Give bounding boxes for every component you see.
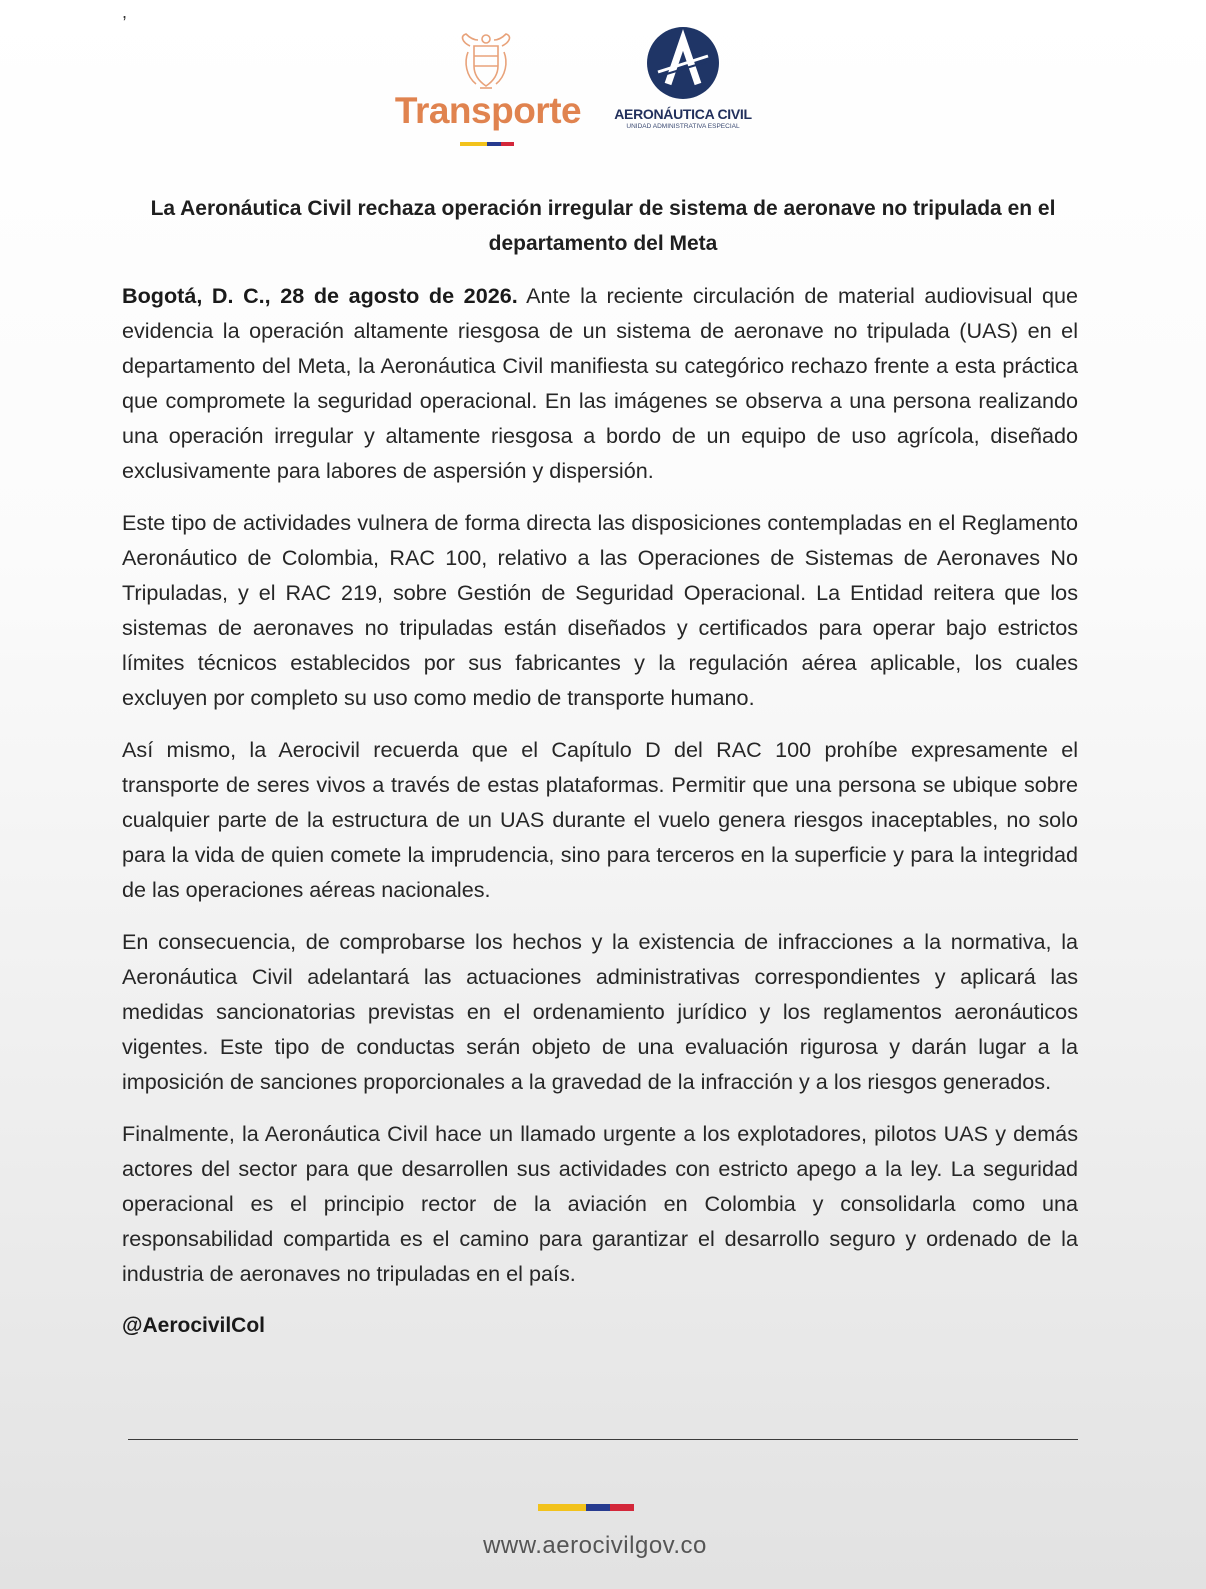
press-release-title: La Aeronáutica Civil rechaza operación irregular de sistema de aeronave no tripulada en el departamento del Meta [150,197,1056,255]
aerocivil-wordmark: AERONÁUTICA CIVIL [614,106,752,122]
footer-divider [128,1439,1078,1440]
social-handle: @AerocivilCol [122,1314,266,1337]
press-release-body [122,278,1078,1343]
paragraph-1-text: Ante la reciente circulación de material audiovisual que evidencia la operación altamente riesgosa de un sistema de aeronave no tripulada (UAS) en el departamento del Meta, la Aeronáutica Civil manifiesta su categórico rechazo frente a esta práctica que compromete la seguridad operacional. En las imágenes se observa a una persona realizando una operación irregular y altamente riesgosa a bordo de un equipo de uso agrícola, diseñado exclusivamente para labores de aspersión y dispersión. [122,283,1078,483]
dateline: Bogotá, D. C., 28 de agosto de 2026. [122,283,518,308]
colombia-flag-bar-small [460,142,514,146]
aerocivil-logo [608,22,758,152]
paragraph-1 [122,278,1078,488]
transporte-wordmark: Transporte [394,90,582,131]
transporte-logo [388,26,588,146]
colombia-flag-bar-footer [538,1504,634,1511]
paragraph-2: Este tipo de actividades vulnera de forma directa las disposiciones contempladas en el Reglamento Aeronáutico de Colombia, RAC 100, relativo a las Operaciones de Sistemas de Aeronaves No Tripuladas, y el RAC 219, sobre Gestión de Seguridad Operacional. La Entidad reitera que los sistemas de aeronaves no tripuladas están diseñados y certificados para operar bajo estrictos límites técnicos establecidos por sus fabricantes y la regulación aérea aplicable, los cuales excluyen por completo su uso como medio de transporte humano. [122,510,1078,710]
paragraph-4: En consecuencia, de comprobarse los hechos y la existencia de infracciones a la normativa, la Aeronáutica Civil adelantará las actuaciones administrativas correspondientes y aplicará las medidas sancionatorias previstas en el ordenamiento jurídico y los reglamentos aeronáuticos vigentes. Este tipo de conductas serán objeto de una evaluación rigurosa y darán lugar a la imposición de sanciones proporcionales a la gravedad de la infracción y a los riesgos generados. [122,929,1078,1094]
aerocivil-subtitle: UNIDAD ADMINISTRATIVA ESPECIAL [626,123,740,130]
paragraph-5: Finalmente, la Aeronáutica Civil hace un llamado urgente a los explotadores, pilotos UAS y demás actores del sector para que desarrollen sus actividades con estricto apego a la ley. La seguridad operacional es el principio rector de la aviación en Colombia y consolidarla como una responsabilidad compartida es el camino para garantizar el desarrollo seguro y ordenado de la industria de aeronaves no tripuladas en el país. [122,1121,1078,1286]
letterhead [0,22,1206,152]
aerocivil-emblem-icon [646,26,720,100]
stray-mark: , [122,2,128,22]
website-url: www.aerocivilgov.co [483,1532,707,1559]
paragraph-3: Así mismo, la Aerocivil recuerda que el Capítulo D del RAC 100 prohíbe expresamente el transporte de seres vivos a través de estas plataformas. Permitir que una persona se ubique sobre cualquier parte de la estructura de un UAS durante el vuelo genera riesgos inaceptables, no solo para la vida de quien comete la imprudencia, sino para terceros en la superficie y para la integridad de las operaciones aéreas nacionales. [122,737,1078,902]
coat-of-arms-icon [458,32,514,92]
